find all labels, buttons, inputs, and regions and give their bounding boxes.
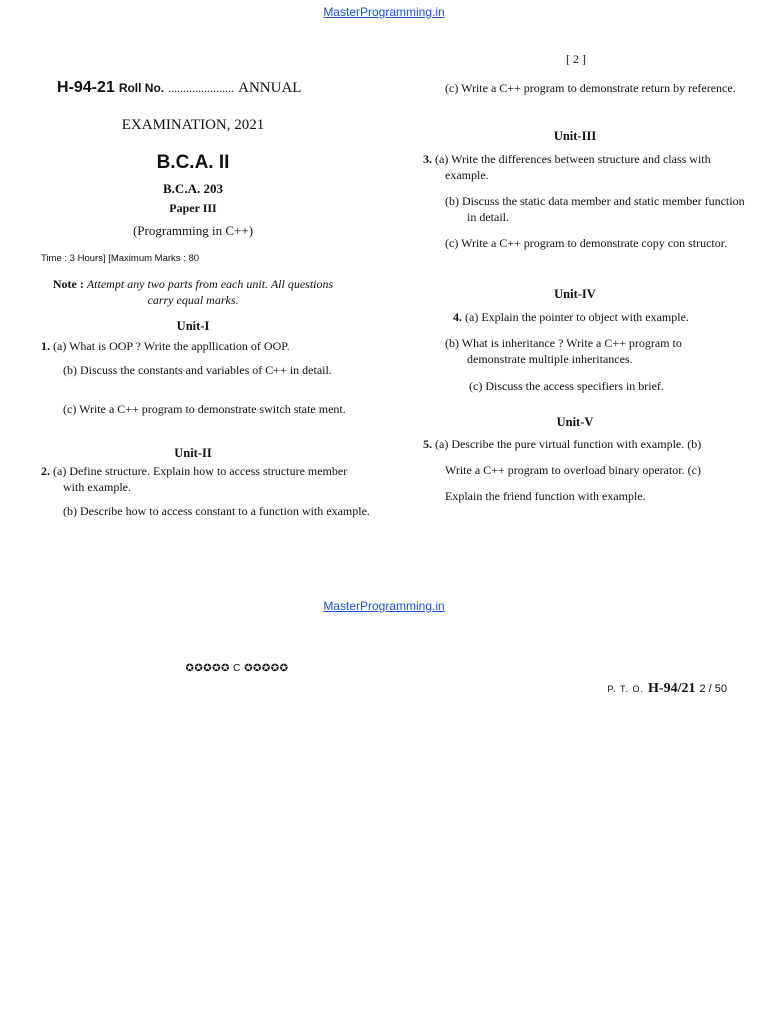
question-5-number: 5. (423, 437, 432, 451)
question-3a (423, 151, 750, 183)
question-4a (453, 309, 728, 325)
page-marker: [ 2 ] (566, 52, 586, 66)
top-site-link[interactable]: MasterProgramming.in (323, 5, 445, 19)
unit-3-heading: Unit-III (553, 129, 597, 143)
subject-title: (Programming in C++) (132, 223, 254, 238)
time-marks: Time : 3 Hours] [Maximum Marks : 80 (41, 253, 200, 264)
question-5-line-1-text: (a) Describe the pure virtual function with example. (b) (435, 437, 702, 451)
unit-2-heading: Unit-II (174, 446, 212, 460)
pto-label: P. T. O. (607, 684, 645, 694)
roll-label: Roll No. (118, 81, 165, 95)
question-2b: (b) Describe how to access constant to a function with example. (63, 504, 370, 518)
question-2a-text: (a) Define structure. Explain how to access structure member with example. (53, 464, 348, 494)
page-count: 2 / 50 (699, 683, 727, 695)
course-code: B.C.A. 203 (163, 181, 223, 196)
question-3-number: 3. (423, 152, 432, 166)
question-2a (41, 463, 353, 495)
unit-4-heading: Unit-IV (554, 287, 596, 301)
exam-header-line (57, 79, 357, 97)
question-1a-text: (a) What is OOP ? Write the appllication of OOP. (53, 339, 290, 353)
question-2-number: 2. (41, 464, 50, 478)
question-4a-text: (a) Explain the pointer to object with example. (465, 310, 689, 324)
question-5-line-2: Write a C++ program to overload binary operator. (c) (445, 463, 701, 477)
question-1a (41, 338, 341, 354)
examination-title: EXAMINATION, 2021 (121, 117, 265, 133)
question-3a-text: (a) Write the differences between structure and class with example. (435, 152, 711, 182)
question-5-line-1 (423, 436, 728, 452)
question-4c: (c) Discuss the access specifiers in brief. (469, 379, 664, 393)
question-3b: (b) Discuss the static data member and static member function in detail. (445, 194, 745, 224)
question-4-number: 4. (453, 310, 462, 324)
annual-label: ANNUAL (238, 80, 302, 96)
roll-dots: ...................... (168, 81, 235, 95)
unit-1-heading: Unit-I (176, 319, 210, 333)
unit-5-heading: Unit-V (556, 415, 594, 429)
footer-code: H-94/21 (648, 681, 696, 696)
note (42, 276, 344, 308)
bottom-site-link[interactable]: MasterProgramming.in (323, 599, 445, 613)
paper-label: Paper III (169, 201, 217, 215)
question-3c: (c) Write a C++ program to demonstrate copy con structor. (445, 236, 728, 250)
question-1c: (c) Write a C++ program to demonstrate switch state ment. (63, 402, 346, 416)
question-1-number: 1. (41, 339, 50, 353)
exam-code: H-94-21 (57, 79, 115, 96)
note-label: Note : (52, 277, 84, 291)
question-1b: (b) Discuss the constants and variables of C++ in detail. (63, 363, 332, 377)
question-5-line-3: Explain the friend function with example. (445, 489, 646, 503)
note-text: Attempt any two parts from each unit. All questions carry equal marks. (86, 277, 334, 307)
ornament-divider: ✪✪✪✪✪ C ✪✪✪✪✪ (185, 663, 289, 674)
course-title: B.C.A. II (156, 152, 230, 173)
footer-pto (607, 679, 727, 697)
question-4b: (b) What is inheritance ? Write a C++ program to demonstrate multiple inheritances. (445, 336, 682, 366)
question-2c: (c) Write a C++ program to demonstrate return by reference. (445, 81, 736, 95)
